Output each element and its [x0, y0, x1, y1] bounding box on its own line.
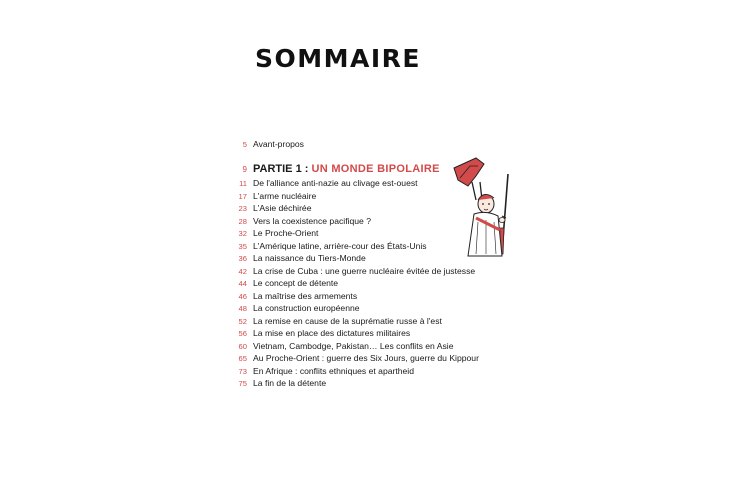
toc-page-number: 35: [238, 241, 247, 251]
toc-page-number: 48: [238, 304, 247, 313]
toc-entry-label: La construction européenne: [253, 303, 360, 313]
toc-entry-label: L'Amérique latine, arrière-cour des États-Unis: [253, 240, 427, 251]
page-title: SOMMAIRE: [255, 44, 421, 73]
toc-entry-label: Le Proche-Orient: [253, 228, 319, 238]
toc-entry-label: Vietnam, Cambodge, Pakistan… Les conflits en Asie: [253, 340, 454, 351]
toc-entry-label: L'Asie déchirée: [253, 203, 312, 213]
toc-entry-label: La naissance du Tiers-Monde: [253, 253, 366, 263]
part-prefix: PARTIE 1 :: [253, 163, 312, 175]
toc-entry-label: En Afrique : conflits ethniques et apartheid: [253, 365, 414, 376]
toc-page-number: 42: [238, 266, 247, 276]
toc-page-number: 9: [242, 165, 247, 174]
toc-page-number: 36: [238, 254, 247, 263]
toc-entry-label: Au Proche-Orient : guerre des Six Jours, guerre du Kippour: [253, 353, 479, 363]
toc-page-number: 32: [238, 229, 247, 238]
toc-page-number: 23: [238, 204, 247, 213]
toc-entry-label: La maîtrise des armements: [253, 290, 358, 301]
toc-entry-label: Vers la coexistence pacifique ?: [253, 215, 371, 226]
toc-entry-label: Le concept de détente: [253, 278, 339, 288]
toc-entry-label: La mise en place des dictatures militaires: [253, 328, 411, 338]
toc-entry-label: La crise de Cuba : une guerre nucléaire évitée de justesse: [253, 265, 476, 276]
toc-page-number: 75: [238, 379, 247, 388]
toc-entry-label: L'arme nucléaire: [253, 190, 317, 201]
toc-entry-label: De l'alliance anti-nazie au clivage est-ouest: [253, 178, 418, 188]
toc-page-number: 60: [238, 341, 247, 351]
toc-entry-label: Avant-propos: [253, 139, 304, 149]
toc-page-number: 73: [238, 366, 247, 376]
toc-page-number: 56: [238, 329, 247, 338]
toc-page-number: 46: [238, 291, 247, 301]
toc-page-number: 44: [238, 279, 247, 288]
toc-page-number: 28: [238, 216, 247, 226]
toc-page-number: 52: [238, 316, 247, 326]
toc-entry-label: La remise en cause de la suprématie russe à l'est: [253, 315, 442, 326]
toc-page-number: 11: [239, 179, 247, 188]
part-name: UN MONDE BIPOLAIRE: [311, 163, 440, 175]
toc-page-number: 65: [238, 354, 247, 363]
toc-page-number: 17: [238, 191, 247, 201]
marianne-illustration: [446, 156, 526, 260]
toc-entry-label: La fin de la détente: [253, 378, 327, 388]
toc-page-number: 5: [242, 140, 247, 149]
